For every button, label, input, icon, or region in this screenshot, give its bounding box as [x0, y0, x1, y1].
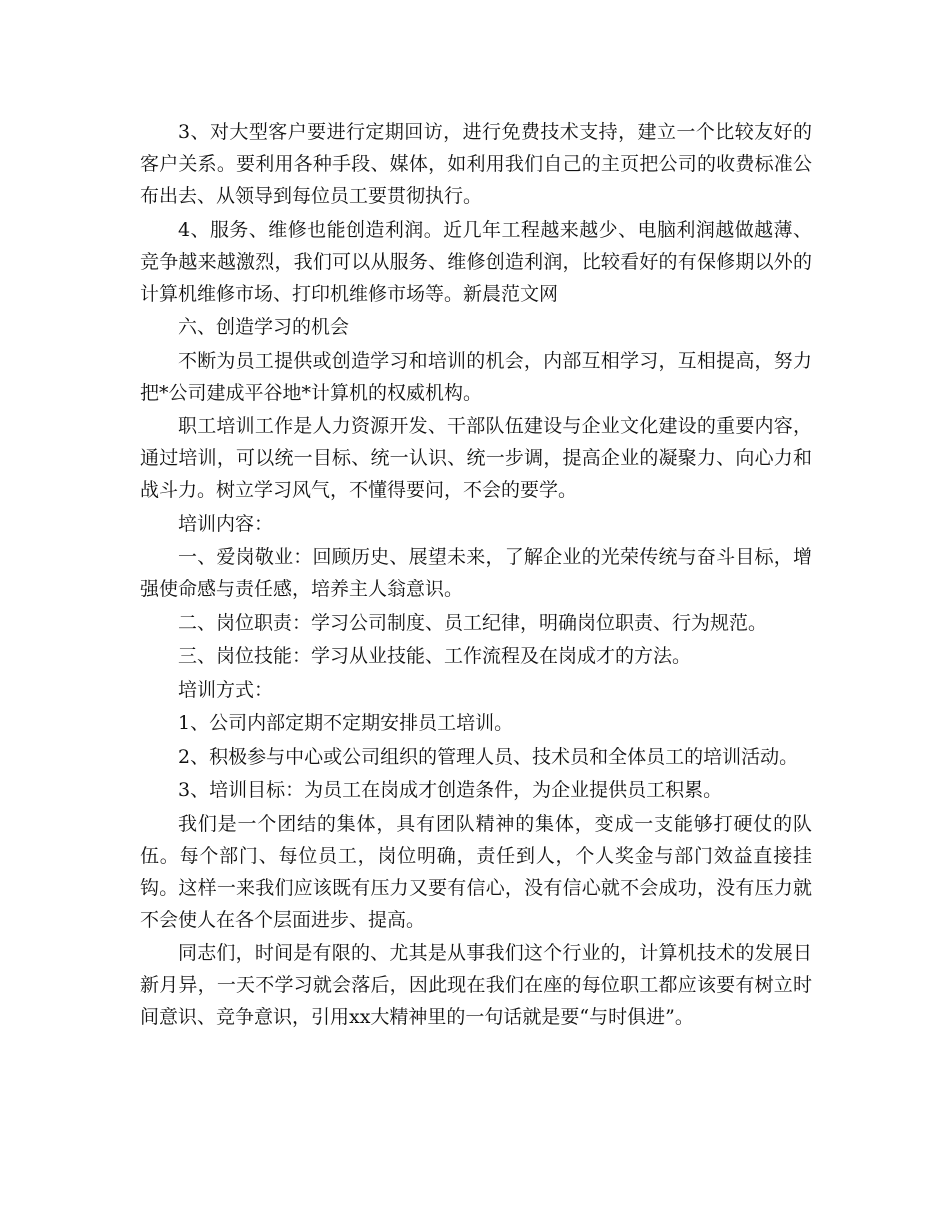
- paragraph-staff-training: 职工培训工作是人力资源开发、干部队伍建设与企业文化建设的重要内容，通过培训，可以统一目标、统一认识、统一步调，提高企业的凝聚力、向心力和战斗力。树立学习风气，不懂得要问，不会的要学。: [140, 415, 812, 501]
- list-item-dedication: 一、爱岗敬业：回顾历史、展望未来，了解企业的光荣传统与奋斗目标，增强使命感与责任感，培养主人翁意识。: [140, 546, 812, 600]
- list-item-participation: 2、积极参与中心或公司组织的管理人员、技术员和全体员工的培训活动。: [178, 745, 799, 768]
- list-item-job-skills: 三、岗位技能：学习从业技能、工作流程及在岗成才的方法。: [178, 645, 692, 667]
- list-item-internal-training: 1、公司内部定期不定期安排员工培训。: [178, 712, 514, 734]
- paragraph-learning-opportunities: 不断为员工提供或创造学习和培训的机会，内部互相学习，互相提高，努力把*公司建成平谷地*计算机的权威机构。: [140, 349, 812, 404]
- heading-training-content: 培训内容：: [178, 512, 274, 535]
- list-item-training-goal: 3、培训目标：为员工在岗成才创造条件，为企业提供员工积累。: [178, 779, 723, 801]
- paragraph-service-profit: 4、服务、维修也能创造利润。近几年工程越来越少、电脑利润越做越薄、竞争越来越激烈，我们可以从服务、维修创造利润，比较看好的有保修期以外的计算机维修市场、打印机维修市场等。新晨范文网: [140, 218, 812, 305]
- paragraph-closing: 同志们，时间是有限的、尤其是从事我们这个行业的，计算机技术的发展日新月异，一天不学习就会落后，因此现在我们在座的每位职工都应该要有树立时间意识、竞争意识，引用xx大精神里的一句话就是要“与时俱进”。: [140, 942, 812, 1028]
- list-item-job-duties: 二、岗位职责：学习公司制度、员工纪律，明确岗位职责、行为规范。: [178, 611, 768, 634]
- heading-training-methods: 培训方式：: [178, 678, 274, 701]
- paragraph-customer-visits: 3、对大型客户要进行定期回访，进行免费技术支持，建立一个比较友好的客户关系。要利用各种手段、媒体，如利用我们自己的主页把公司的收费标准公布出去、从领导到每位员工要贯彻执行。: [140, 121, 812, 207]
- document-body: [140, 116, 812, 1035]
- paragraph-team-spirit: 我们是一个团结的集体，具有团队精神的集体，变成一支能够打硬仗的队伍。每个部门、每位员工，岗位明确，责任到人，个人奖金与部门效益直接挂钩。这样一来我们应该既有压力又要有信心，没有信心就不会成功，没有压力就不会使人在各个层面进步、提高。: [140, 812, 812, 931]
- section-heading-learning: 六、创造学习的机会: [178, 316, 350, 338]
